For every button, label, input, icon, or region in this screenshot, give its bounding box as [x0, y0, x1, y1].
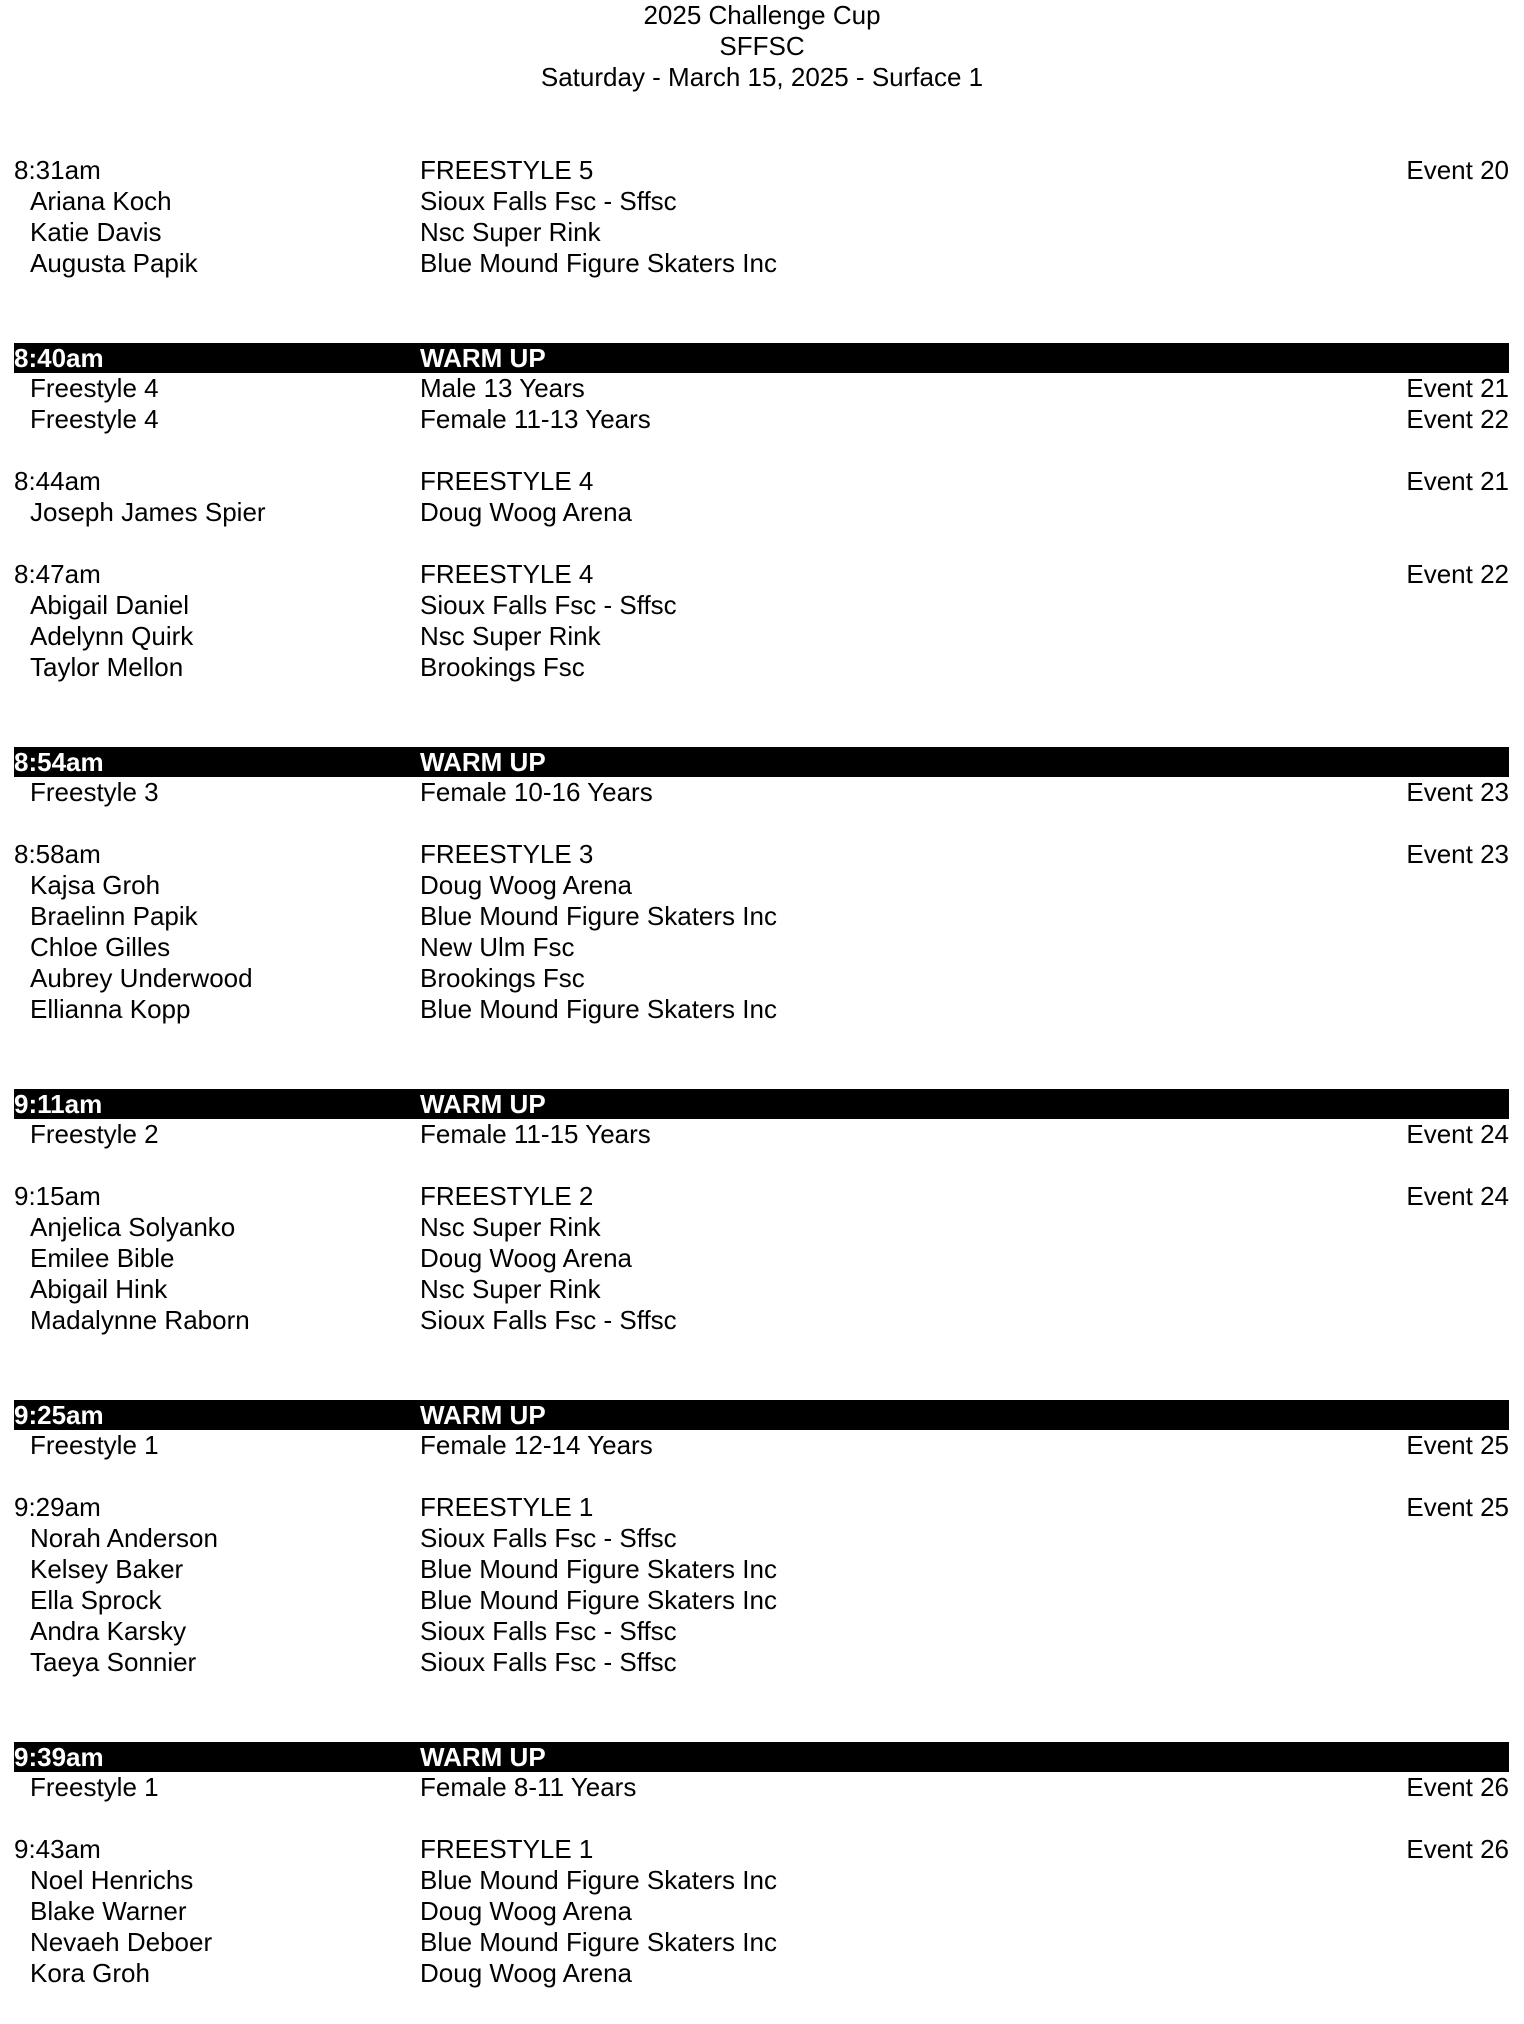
event-slot-row: [0, 559, 1524, 590]
warmup-time: 8:54am: [14, 747, 104, 777]
skater-name: Emilee Bible: [30, 1243, 175, 1273]
skater-entry-row: [0, 1865, 1524, 1896]
skater-club: Doug Woog Arena: [420, 1958, 632, 1988]
group-division: Female 11-15 Years: [420, 1119, 651, 1149]
page-header: [0, 0, 1524, 93]
slot-time: 8:44am: [14, 466, 101, 496]
skater-entry-row: [0, 870, 1524, 901]
skater-entry-row: [0, 1958, 1524, 1989]
warmup-header-bar: [14, 343, 1509, 373]
skater-club: Blue Mound Figure Skaters Inc: [420, 1585, 777, 1615]
slot-label: FREESTYLE 3: [420, 839, 594, 869]
skater-club: Blue Mound Figure Skaters Inc: [420, 1554, 777, 1584]
date-surface-line: Saturday - March 15, 2025 - Surface 1: [540, 62, 984, 92]
skater-entry-row: [0, 1616, 1524, 1647]
warmup-group-row: [0, 404, 1524, 435]
slot-label: FREESTYLE 5: [420, 155, 594, 185]
skater-entry-row: [0, 1212, 1524, 1243]
event-number: Event 25: [1406, 1492, 1509, 1522]
group-division: Female 11-13 Years: [420, 404, 651, 434]
warmup-header-bar: [14, 1742, 1509, 1772]
skater-entry-row: [0, 621, 1524, 652]
slot-label: FREESTYLE 4: [420, 466, 594, 496]
warmup-label: WARM UP: [420, 747, 546, 777]
skater-name: Augusta Papik: [30, 248, 198, 278]
warmup-group-row: [0, 1430, 1524, 1461]
skater-name: Kelsey Baker: [30, 1554, 184, 1584]
skater-name: Chloe Gilles: [30, 932, 171, 962]
group-level: Freestyle 2: [30, 1119, 159, 1149]
skater-name: Joseph James Spier: [30, 497, 266, 527]
slot-label: FREESTYLE 1: [420, 1492, 594, 1522]
skater-entry-row: [0, 994, 1524, 1025]
group-level: Freestyle 3: [30, 777, 159, 807]
skater-name: Blake Warner: [30, 1896, 187, 1926]
skater-club: Sioux Falls Fsc - Sffsc: [420, 1523, 677, 1553]
skater-club: Nsc Super Rink: [420, 1212, 601, 1242]
skater-club: Doug Woog Arena: [420, 497, 632, 527]
skater-entry-row: [0, 217, 1524, 248]
warmup-label: WARM UP: [420, 1089, 546, 1119]
skater-entry-row: [0, 1305, 1524, 1336]
skater-entry-row: [0, 1927, 1524, 1958]
skater-club: Brookings Fsc: [420, 652, 585, 682]
group-level: Freestyle 1: [30, 1430, 159, 1460]
skater-name: Ariana Koch: [30, 186, 172, 216]
skater-entry-row: [0, 963, 1524, 994]
skater-club: Sioux Falls Fsc - Sffsc: [420, 1305, 677, 1335]
event-slot-row: [0, 155, 1524, 186]
skater-name: Abigail Daniel: [30, 590, 189, 620]
warmup-group-row: [0, 1119, 1524, 1150]
warmup-label: WARM UP: [420, 343, 546, 373]
event-number: Event 21: [1406, 373, 1509, 403]
event-slot-row: [0, 839, 1524, 870]
skater-name: Kora Groh: [30, 1958, 150, 1988]
slot-label: FREESTYLE 4: [420, 559, 594, 589]
skater-entry-row: [0, 590, 1524, 621]
skater-name: Ella Sprock: [30, 1585, 162, 1615]
group-level: Freestyle 1: [30, 1772, 159, 1802]
skater-club: Sioux Falls Fsc - Sffsc: [420, 590, 677, 620]
event-number: Event 21: [1406, 466, 1509, 496]
event-number: Event 24: [1406, 1181, 1509, 1211]
slot-time: 9:29am: [14, 1492, 101, 1522]
skater-name: Aubrey Underwood: [30, 963, 253, 993]
host-club: SFFSC: [719, 31, 805, 61]
skater-name: Andra Karsky: [30, 1616, 187, 1646]
skater-club: Sioux Falls Fsc - Sffsc: [420, 1616, 677, 1646]
warmup-header-bar: [14, 1400, 1509, 1430]
skater-entry-row: [0, 1523, 1524, 1554]
skater-name: Ellianna Kopp: [30, 994, 191, 1024]
slot-time: 9:43am: [14, 1834, 101, 1864]
slot-time: 8:31am: [14, 155, 101, 185]
group-division: Male 13 Years: [420, 373, 585, 403]
warmup-label: WARM UP: [420, 1742, 546, 1772]
skater-club: Doug Woog Arena: [420, 870, 632, 900]
skater-entry-row: [0, 1647, 1524, 1678]
warmup-group-row: [0, 373, 1524, 404]
group-division: Female 10-16 Years: [420, 777, 653, 807]
skater-club: Nsc Super Rink: [420, 217, 601, 247]
event-number: Event 23: [1406, 777, 1509, 807]
skater-club: Sioux Falls Fsc - Sffsc: [420, 186, 677, 216]
skater-club: Nsc Super Rink: [420, 621, 601, 651]
skater-name: Nevaeh Deboer: [30, 1927, 213, 1957]
slot-time: 9:15am: [14, 1181, 101, 1211]
skater-name: Madalynne Raborn: [30, 1305, 250, 1335]
skater-name: Norah Anderson: [30, 1523, 218, 1553]
warmup-time: 9:25am: [14, 1400, 104, 1430]
skater-entry-row: [0, 1585, 1524, 1616]
skater-name: Kajsa Groh: [30, 870, 161, 900]
skater-club: Doug Woog Arena: [420, 1243, 632, 1273]
skater-name: Noel Henrichs: [30, 1865, 194, 1895]
group-division: Female 8-11 Years: [420, 1772, 637, 1802]
slot-time: 8:58am: [14, 839, 101, 869]
skater-entry-row: [0, 1896, 1524, 1927]
warmup-time: 9:11am: [14, 1089, 103, 1119]
slot-time: 8:47am: [14, 559, 101, 589]
skater-entry-row: [0, 186, 1524, 217]
competition-title: 2025 Challenge Cup: [643, 0, 881, 30]
skater-entry-row: [0, 1274, 1524, 1305]
skater-club: Blue Mound Figure Skaters Inc: [420, 248, 777, 278]
skater-club: New Ulm Fsc: [420, 932, 575, 962]
skater-entry-row: [0, 932, 1524, 963]
event-number: Event 20: [1406, 155, 1509, 185]
skater-club: Brookings Fsc: [420, 963, 585, 993]
skater-club: Blue Mound Figure Skaters Inc: [420, 1865, 777, 1895]
skater-name: Taeya Sonnier: [30, 1647, 197, 1677]
event-slot-row: [0, 1834, 1524, 1865]
skater-entry-row: [0, 652, 1524, 683]
skater-entry-row: [0, 1554, 1524, 1585]
skater-entry-row: [0, 1243, 1524, 1274]
event-number: Event 22: [1406, 404, 1509, 434]
skater-name: Anjelica Solyanko: [30, 1212, 236, 1242]
warmup-header-bar: [14, 1089, 1509, 1119]
skater-club: Blue Mound Figure Skaters Inc: [420, 994, 777, 1024]
event-number: Event 22: [1406, 559, 1509, 589]
event-number: Event 25: [1406, 1430, 1509, 1460]
slot-label: FREESTYLE 1: [420, 1834, 594, 1864]
slot-label: FREESTYLE 2: [420, 1181, 594, 1211]
group-level: Freestyle 4: [30, 373, 159, 403]
group-level: Freestyle 4: [30, 404, 159, 434]
skater-club: Doug Woog Arena: [420, 1896, 632, 1926]
skater-club: Nsc Super Rink: [420, 1274, 601, 1304]
event-number: Event 26: [1406, 1834, 1509, 1864]
warmup-time: 8:40am: [14, 343, 104, 373]
skater-club: Sioux Falls Fsc - Sffsc: [420, 1647, 677, 1677]
skater-entry-row: [0, 497, 1524, 528]
warmup-group-row: [0, 1772, 1524, 1803]
skater-name: Abigail Hink: [30, 1274, 168, 1304]
event-slot-row: [0, 466, 1524, 497]
skater-entry-row: [0, 901, 1524, 932]
warmup-time: 9:39am: [14, 1742, 104, 1772]
warmup-group-row: [0, 777, 1524, 808]
skater-name: Katie Davis: [30, 217, 162, 247]
skater-name: Adelynn Quirk: [30, 621, 194, 651]
group-division: Female 12-14 Years: [420, 1430, 653, 1460]
skater-club: Blue Mound Figure Skaters Inc: [420, 901, 777, 931]
skater-club: Blue Mound Figure Skaters Inc: [420, 1927, 777, 1957]
skater-name: Taylor Mellon: [30, 652, 184, 682]
event-number: Event 24: [1406, 1119, 1509, 1149]
event-slot-row: [0, 1492, 1524, 1523]
event-slot-row: [0, 1181, 1524, 1212]
warmup-header-bar: [14, 747, 1509, 777]
event-number: Event 23: [1406, 839, 1509, 869]
event-number: Event 26: [1406, 1772, 1509, 1802]
skater-name: Braelinn Papik: [30, 901, 198, 931]
warmup-label: WARM UP: [420, 1400, 546, 1430]
skater-entry-row: [0, 248, 1524, 279]
